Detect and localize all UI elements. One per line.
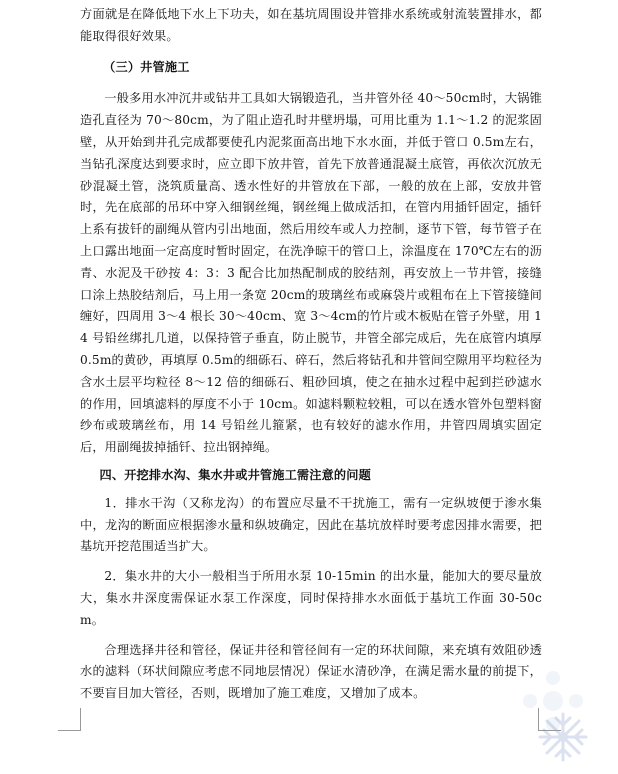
intro-paragraph: 方面就是在降低地下水上下功夫，如在基坑周围设井管排水系统或射流装置排水，都能取得很好效果。 [80,7,542,43]
heading-well-construction: （三）井管施工 [103,59,190,74]
document-page [80,4,542,705]
issue-paragraph-2: 2．集水井的大小一般相当于所用水泵 10-15min 的出水量，能加大的要尽量放大，集水井深度需保证水泵工作深度，同时保持排水水面低于基坑工作面 30-50cm。 [80,569,542,627]
page-corner-mark-left [58,708,81,731]
snowflake-watermark-icon [534,708,592,766]
issue-paragraph-3: 合理选择井径和管径，保证井径和管径间有一定的环状间隙，来充填有效阻砂透水的滤料（环状间隙应考虑不同地层情况）保证水清砂净，在满足需水量的前提下，不要盲目加大管径，否则，既增加了施工难度，又增加了成本。 [80,642,542,701]
issue-paragraph-1: 1．排水干沟（又称龙沟）的布置应尽量不干扰施工，需有一定纵坡便于渗水集中，龙沟的断面应根据渗水量和纵坡确定，因此在基坑放样时要考虑因排水需要，把基坑开挖范围适当扩大。 [80,495,542,554]
well-construction-paragraph: 一般多用水冲沉井或钻井工具如大锅锻造孔，当井管外径 40～50cm时，大锅锥造孔直径为 70～80cm，为了阻止造孔时井壁坍塌，可用比重为 1.1～1.2 的泥浆固壁，从开始到井孔完成都要使孔内泥浆面高出地下水水面，并低于管口 0.5m左右，当钻孔深度达到要求时，应立即下放井管，首先下放普通混凝土底管，再依次沉放无砂混凝土管，浇筑质量高、透水性好的井管放在下部，一般的放在上部，安放井管时，先在底部的吊环中穿入细钢丝绳，钢丝绳上做成活扣，在管内用插钎固定，插钎上系有拔钎的副绳从管内引出地面，然后用绞车或人力控制，逐节下管，每节管子在上口露出地面一定高度时暂时固定，在洗净晾干的管口上，涂温度在 170℃左右的沥青、水泥及干砂按 4：3：3 配合比加热配制成的胶结剂，再安放上一节井管，接缝口涂上热胶结剂后，马上用一条宽 20cm的玻璃丝布或麻袋片或粗布在上下管接缝间缠好，四周用 3～4 根长 30～40cm、宽 3～4cm的竹片或木板贴在管子外壁，用 14 号铅丝绑扎几道，以保持管子垂直，防止脱节，井管全部完成后，先在底管内填厚 0.5m的黄砂，再填厚 0.5m的细砾石、碎石，然后将钻孔和井管间空隙用平均粒径为含水土层平均粒径 8～12 倍的细砾石、粗砂回填，使之在抽水过程中起到拦砂滤水的作用，回填滤料的厚度不小于 10cm。如滤料颗粒较粗，可以在透水管外包塑料窗纱布或玻璃丝布，用 14 号铅丝儿箍紧，也有较好的滤水作用，井管四周填实固定后，用副绳拔掉插钎、拉出钢掉绳。 [80,91,542,455]
heading-construction-issues: 四、开挖排水沟、集水井或井管施工需注意的问题 [99,467,371,482]
